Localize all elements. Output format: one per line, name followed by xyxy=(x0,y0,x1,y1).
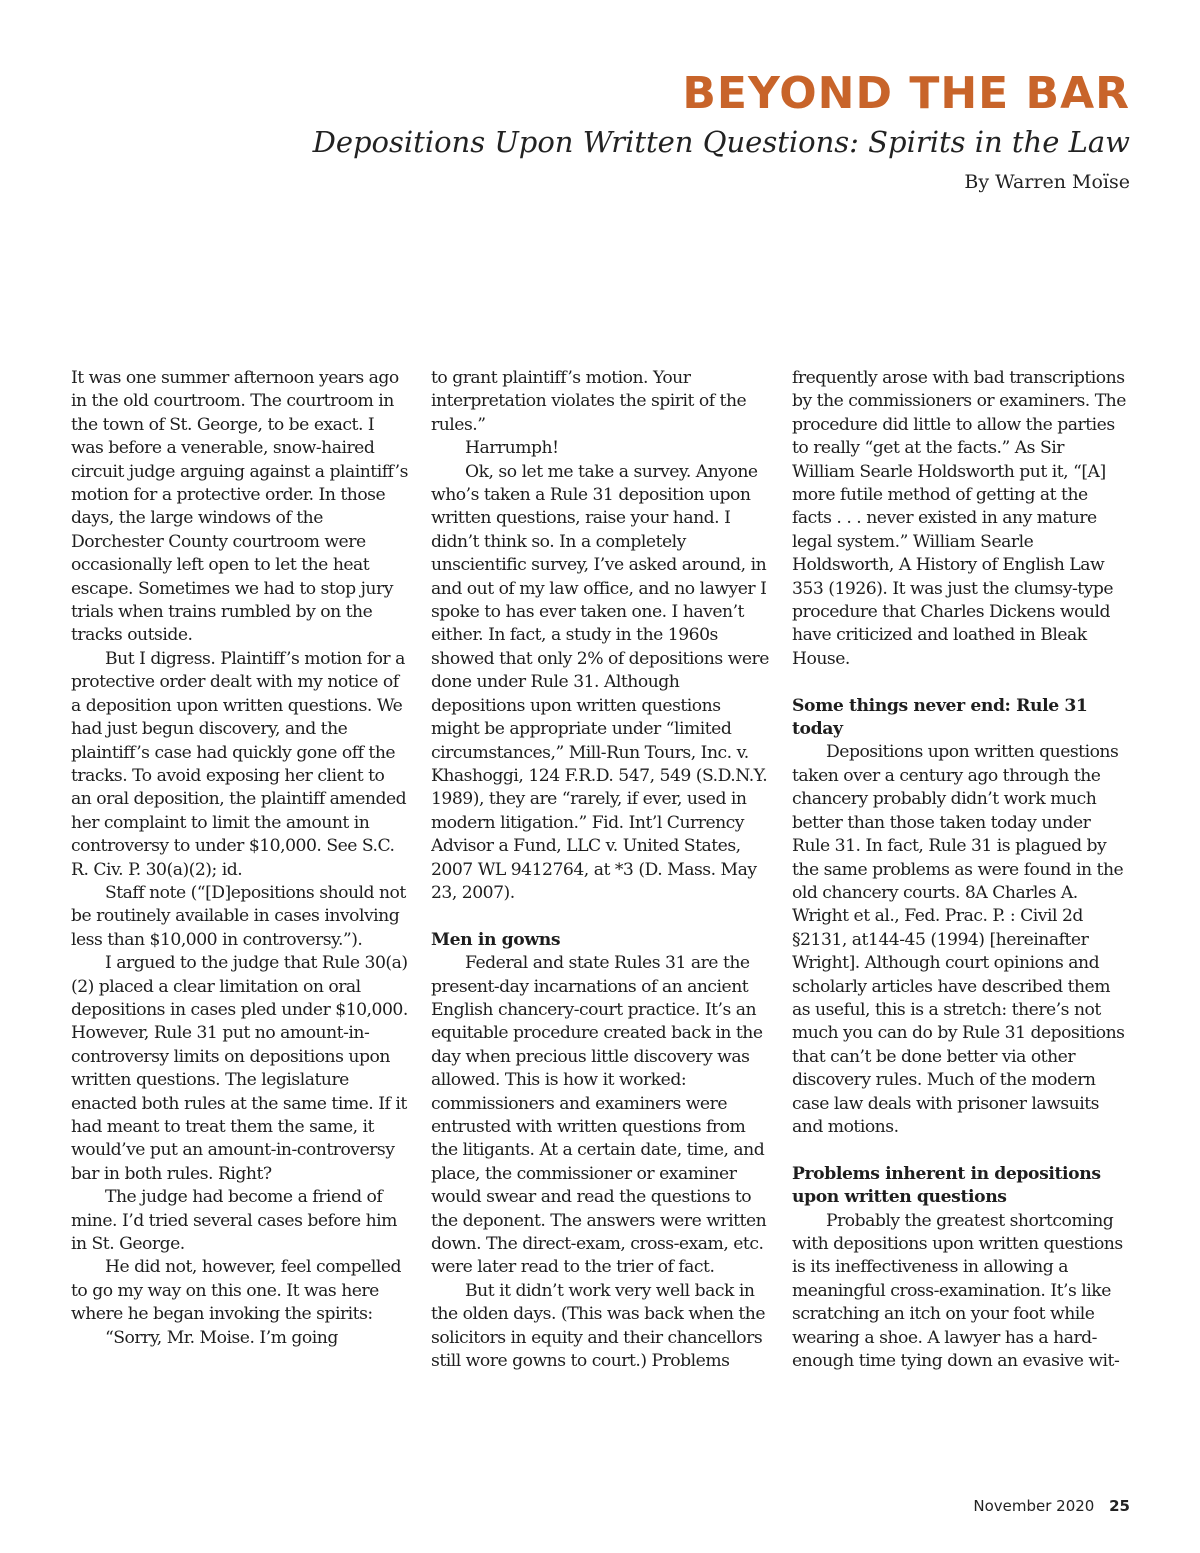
paragraph: He did not, however, feel compelled to go my way on this one. It was here where he began invoking the spirits: xyxy=(71,1257,402,1325)
section-title: BEYOND THE BAR xyxy=(682,68,1130,119)
paragraph: Harrumph! xyxy=(465,438,559,459)
article-title: Depositions Upon Written Questions: Spirits in the Law xyxy=(312,125,1130,159)
paragraph: Staff note (“[D]epositions should not be routinely available in cases involving less than $10,000 in controversy.”). xyxy=(71,882,406,950)
paragraph: Ok, so let me take a survey. Anyone who’s taken a Rule 31 deposition upon written questions, raise your hand. I didn’t think so. In a completely unscientific survey, I’ve asked around, in and out of my law office, and no lawyer I spoke to has ever taken one. I haven’t either. In fact, a study in the 1960s showed that only 2% of depositions were done under Rule 31. Although depositions upon written questions might be appropriate under “limited circumstances,” Mill-Run Tours, Inc. v. Khashoggi, 124 F.R.D. 547, 549 (S.D.N.Y. 1989), they are “rarely, if ever, used in modern litigation.” Fid. Int’l Currency Advisor a Fund, LLC v. United States, 2007 WL 9412764, at *3 (D. Mass. May 23, 2007). xyxy=(431,461,769,903)
paragraph: The judge had become a friend of mine. I’d tried several cases before him in St. George. xyxy=(71,1187,397,1255)
section-heading: Some things never end: Rule 31 today xyxy=(792,695,1088,740)
paragraph: It was one summer afternoon years ago in the old courtroom. The courtroom in the town of St. George, to be exact. I was before a venerable, snow-haired circuit judge arguing against a plaintiff’s motion for a protective order. In those days, the large windows of the Dorchester County courtroom were occasionally left open to let the heat escape. Sometimes we had to stop jury trials when trains rumbled by on the tracks outside. xyxy=(71,368,408,646)
paragraph: Federal and state Rules 31 are the present-day incarnations of an ancient English chancery-court practice. It’s an equitable procedure created back in the day when precious little discovery was allowed. This is how it worked: commissioners and examiners were entrusted with written questions from the litigants. At a certain date, time, and place, the commissioner or examiner would swear and read the questions to the deponent. The answers were written down. The direct-exam, cross-exam, etc. were later read to the trier of fact. xyxy=(431,953,767,1278)
issue-date: November 2020 xyxy=(973,1497,1095,1515)
section-heading: Problems inherent in depositions upon written questions xyxy=(792,1163,1101,1208)
page-footer xyxy=(973,1495,1130,1517)
page-number: 25 xyxy=(1109,1497,1130,1515)
paragraph: But it didn’t work very well back in the olden days. (This was back when the solicitors in equity and their chancellors still wore gowns to court.) Problems xyxy=(431,1280,766,1372)
text-column-2 xyxy=(431,367,769,1477)
paragraph: frequently arose with bad transcriptions by the commissioners or examiners. The procedure did little to allow the parties to really “get at the facts.” As Sir William Searle Holdsworth put it, “[A] more futile method of getting at the facts . . . never existed in any mature legal system.” William Searle Holdsworth, A History of English Law 353 (1926). It was just the clumsy-type procedure that Charles Dickens would have criticized and loathed in Bleak House. xyxy=(792,368,1126,669)
paragraph: “Sorry, Mr. Moise. I’m going xyxy=(105,1327,338,1348)
article-byline: By Warren Moïse xyxy=(964,171,1130,193)
paragraph: I argued to the judge that Rule 30(a)(2) placed a clear limitation on oral depositions in cases pled under $10,000. However, Rule 31 put no amount-in-controversy limits on depositions upon written questions. The legislature enacted both rules at the same time. If it had meant to treat them the same, it would’ve put an amount-in-controversy bar in both rules. Right? xyxy=(71,953,408,1184)
paragraph: Probably the greatest shortcoming with depositions upon written questions is its ineffectiveness in allowing a meaningful cross-examination. It’s like scratching an itch on your foot while wearing a shoe. A lawyer has a hard-enough time tying down an evasive wit- xyxy=(792,1210,1123,1372)
paragraph: to grant plaintiff’s motion. Your interpretation violates the spirit of the rules.” xyxy=(431,368,747,435)
section-heading: Men in gowns xyxy=(431,929,561,950)
text-column-3 xyxy=(792,367,1130,1477)
paragraph: But I digress. Plaintiff’s motion for a protective order dealt with my notice of a deposition upon written questions. We had just begun discovery, and the plaintiff’s case had quickly gone off the tracks. To avoid exposing her client to an oral deposition, the plaintiff amended her complaint to limit the amount in controversy to under $10,000. See S.C. R. Civ. P. 30(a)(2); id. xyxy=(71,648,407,880)
text-column-1 xyxy=(71,367,409,1477)
paragraph: Depositions upon written questions taken over a century ago through the chancery probably didn’t work much better than those taken today under Rule 31. In fact, Rule 31 is plagued by the same problems as were found in the old chancery courts. 8A Charles A. Wright et al., Fed. Prac. P. : Civil 2d §2131, at144-45 (1994) [hereinafter Wright]. Although court opinions and scholarly articles have described them as useful, this is a stretch: there’s not much you can do by Rule 31 depositions that can’t be done better via other discovery rules. Much of the modern case law deals with prisoner lawsuits and motions. xyxy=(792,742,1125,1137)
